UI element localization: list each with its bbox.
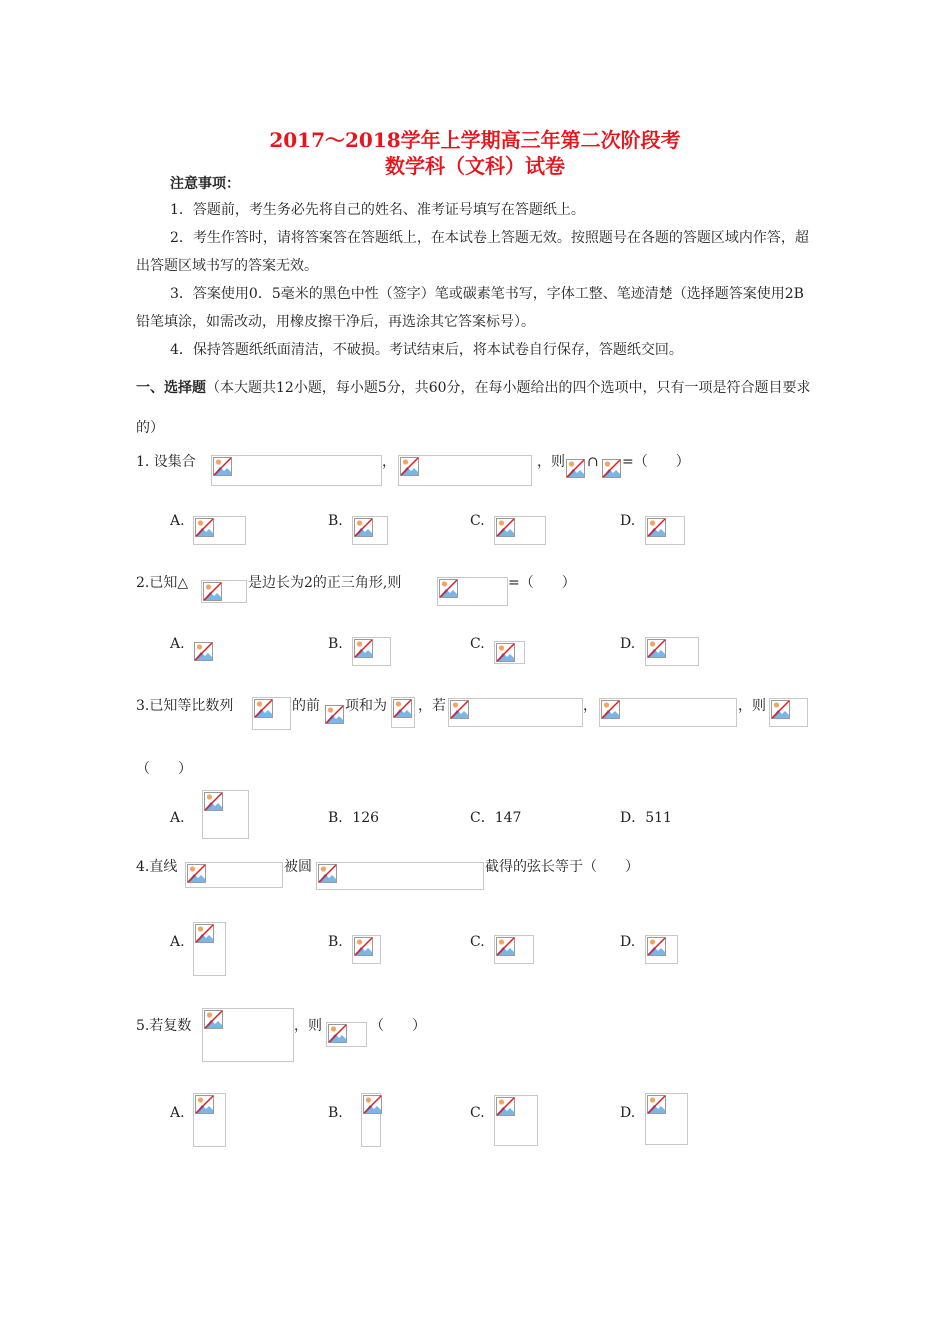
broken-image-icon <box>193 1093 226 1147</box>
broken-image-icon <box>494 1095 538 1146</box>
broken-image-icon <box>352 637 391 666</box>
q4-text-1: 4.直线 <box>136 859 178 875</box>
q2-option-c-label: C. <box>470 636 485 652</box>
q1-option-c-label: C. <box>470 513 485 529</box>
q5-option-a-label: A. <box>170 1105 185 1121</box>
broken-image-icon <box>201 580 247 603</box>
section-1-heading: 一、选择题 <box>136 380 206 396</box>
broken-image-icon <box>599 698 737 727</box>
q2-option-b-label: B. <box>328 636 343 652</box>
broken-image-icon <box>437 577 508 606</box>
q3-text-4: ，若 <box>418 698 446 714</box>
broken-image-icon <box>185 862 283 888</box>
q1-text-3: ，则 <box>537 454 565 470</box>
q1-option-b-label: B. <box>328 513 343 529</box>
q4-option-d-label: D. <box>620 934 636 950</box>
q3-option-a-label: A. <box>170 810 185 826</box>
q5-text-1: 5.若复数 <box>136 1018 192 1034</box>
broken-image-icon <box>645 516 685 545</box>
broken-image-icon <box>211 455 382 486</box>
q2-text-3: =（ ） <box>508 575 576 591</box>
q3-option-c: C．147 <box>470 810 522 826</box>
q3-text-1: 3.已知等比数列 <box>136 698 234 714</box>
q3-text-5: ， <box>583 698 597 714</box>
broken-image-icon <box>252 697 291 730</box>
q4-text-2: 被圆 <box>284 859 312 875</box>
broken-image-icon <box>565 458 586 479</box>
notes-heading: 注意事项： <box>170 176 240 192</box>
q1-text-1: 1. 设集合 <box>136 454 196 470</box>
broken-image-icon <box>326 1022 367 1047</box>
q5-text-2: ，则 <box>294 1018 322 1034</box>
broken-image-icon <box>193 641 214 662</box>
broken-image-icon <box>645 637 699 666</box>
broken-image-icon <box>494 641 525 664</box>
broken-image-icon <box>769 698 808 727</box>
q4-option-a-label: A. <box>170 934 185 950</box>
q2-text-1: 2.已知△ <box>136 575 189 591</box>
q3-option-b: B．126 <box>328 810 380 826</box>
q5-text-3: （ ） <box>370 1018 426 1034</box>
q1-option-a-label: A. <box>170 513 185 529</box>
title-line-1: 2017～2018学年上学期高三年第二次阶段考 <box>269 128 681 152</box>
broken-image-icon <box>361 1093 381 1147</box>
q4-option-b-label: B. <box>328 934 343 950</box>
q5-option-c-label: C. <box>470 1105 485 1121</box>
broken-image-icon <box>398 455 532 486</box>
q1-option-d-label: D. <box>620 513 636 529</box>
broken-image-icon <box>352 516 388 545</box>
q4-text-3: 截得的弦长等于（ ） <box>485 859 639 875</box>
broken-image-icon <box>645 1093 688 1145</box>
note-1: 1．答题前，考生务必先将自己的姓名、准考证号填写在答题纸上。 <box>170 202 585 218</box>
note-4: 4．保持答题纸纸面清洁，不破损。考试结束后，将本试卷自行保存，答题纸交回。 <box>170 342 683 358</box>
q1-text-4: ∩ <box>587 454 599 470</box>
broken-image-icon <box>601 458 622 479</box>
q2-option-d-label: D. <box>620 636 636 652</box>
q1-text-5: =（ ） <box>622 454 690 470</box>
q3-text-7: （ ） <box>136 761 192 777</box>
q2-text-2: 是边长为2的正三角形,则 <box>248 575 402 591</box>
title-line-2: 数学科（文科）试卷 <box>385 154 565 178</box>
broken-image-icon <box>494 516 546 545</box>
section-1-desc: （本大题共12小题，每小题5分，共60分，在每小题给出的四个选项中，只有一项是符合题目要求的） <box>136 380 811 436</box>
broken-image-icon <box>645 935 678 964</box>
q3-option-d: D．511 <box>620 810 672 826</box>
broken-image-icon <box>202 1008 294 1062</box>
note-2: 2．考生作答时，请将答案答在答题纸上，在本试卷上答题无效。按照题号在各题的答题区域内作答，超出答题区域书写的答案无效。 <box>136 230 809 274</box>
broken-image-icon <box>352 935 381 964</box>
note-3: 3．答案使用0．5毫米的黑色中性（签字）笔或碳素笔书写，字体工整、笔迹清楚（选择题答案使用2B铅笔填涂，如需改动，用橡皮擦干净后，再选涂其它答案标号）。 <box>136 286 804 330</box>
broken-image-icon <box>202 790 249 839</box>
q5-option-b-label: B. <box>328 1105 343 1121</box>
broken-image-icon <box>324 704 345 725</box>
q4-option-c-label: C. <box>470 934 485 950</box>
broken-image-icon <box>193 922 226 976</box>
q5-option-d-label: D. <box>620 1105 636 1121</box>
broken-image-icon <box>494 935 534 964</box>
broken-image-icon <box>316 862 484 890</box>
q3-text-3: 项和为 <box>345 698 387 714</box>
section-1 <box>136 368 816 448</box>
broken-image-icon <box>448 698 583 727</box>
q2-option-a-label: A. <box>170 636 185 652</box>
broken-image-icon <box>193 516 246 545</box>
q3-text-2: 的前 <box>292 698 320 714</box>
broken-image-icon <box>391 697 415 728</box>
q1-text-2: ， <box>382 454 396 470</box>
q3-text-6: ，则 <box>738 698 766 714</box>
